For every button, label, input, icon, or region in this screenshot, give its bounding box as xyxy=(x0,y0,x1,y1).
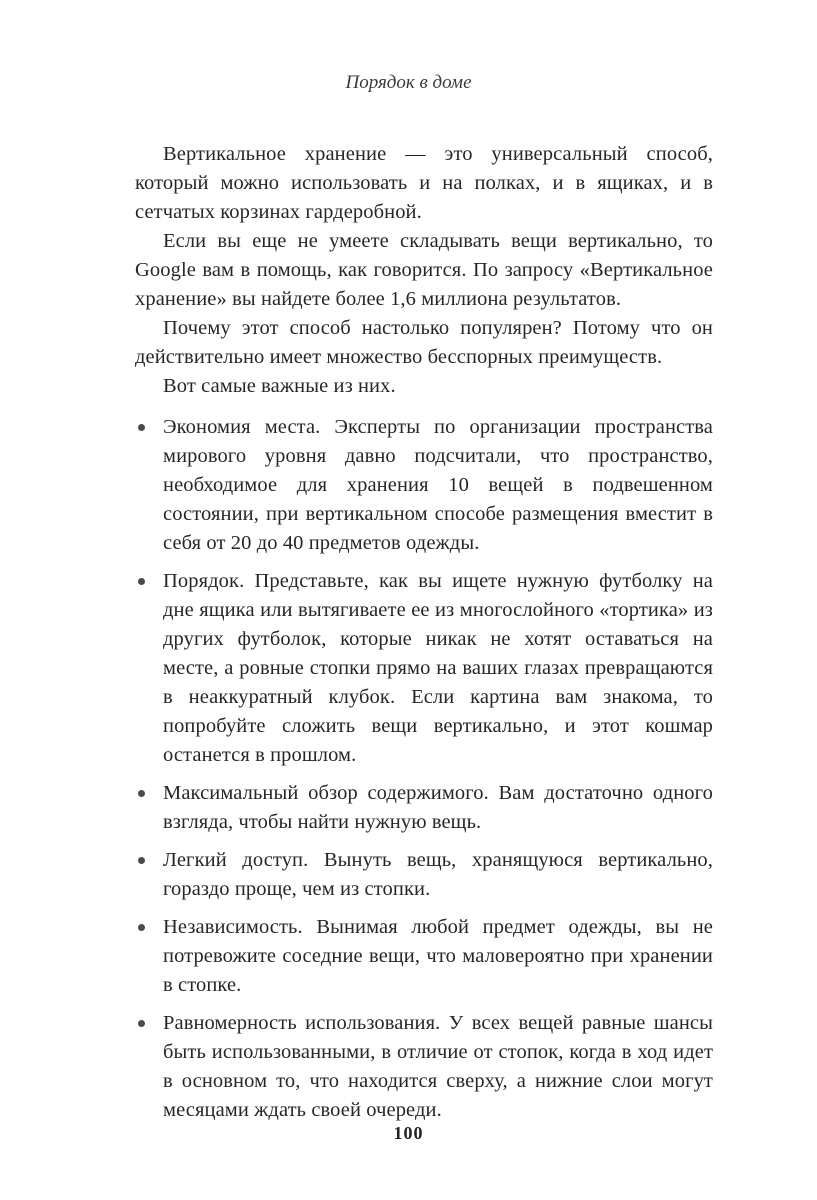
list-item xyxy=(135,413,713,558)
bullet-icon xyxy=(138,790,145,797)
paragraph: Если вы еще не умеете складывать вещи вертикально, то Google вам в помощь, как говорится. По запросу «Вертикальное хранение» вы найдете более 1,6 миллиона результатов. xyxy=(135,230,713,310)
running-head: Порядок в доме xyxy=(345,72,472,93)
list-item-text: Порядок. Представьте, как вы ищете нужную футболку на дне ящика или вытягиваете ее из многослойного «тортика» из других футболок, которые никак не хотят оставаться на месте, а ровные стопки прямо на ваших глазах превращаются в неаккуратный клубок. Если картина вам знакома, то попробуйте сложить вещи вертикально, и этот кошмар останется в прошлом. xyxy=(163,570,713,766)
list-item-text: Равномерность использования. У всех вещей равные шансы быть использованными, в отличие от стопок, когда в ход идет в основном то, что находится сверху, а нижние слои могут месяцами ждать своей очереди. xyxy=(163,1012,713,1121)
list-item xyxy=(135,779,713,837)
list-item-text: Максимальный обзор содержимого. Вам достаточно одного взгляда, чтобы найти нужную вещь. xyxy=(163,782,713,833)
bullet-icon xyxy=(138,1020,145,1027)
bullet-icon xyxy=(138,857,145,864)
list-item xyxy=(135,1009,713,1125)
list-item xyxy=(135,846,713,904)
paragraph: Вот самые важные из них. xyxy=(163,375,396,397)
list-item-text: Легкий доступ. Вынуть вещь, хранящуюся вертикально, гораздо проще, чем из стопки. xyxy=(163,849,713,900)
page-number: 100 xyxy=(393,1123,424,1143)
page-body xyxy=(135,140,713,1125)
advantages-list xyxy=(135,413,713,1125)
bullet-icon xyxy=(138,924,145,931)
list-item xyxy=(135,913,713,1000)
list-item-text: Экономия места. Эксперты по организации пространства мирового уровня давно подсчитали, что пространство, необходимое для хранения 10 вещей в подвешенном состоянии, при вертикальном способе размещения вместит в себя от 20 до 40 предметов одежды. xyxy=(163,416,713,554)
bullet-icon xyxy=(138,424,145,431)
list-item-text: Независимость. Вынимая любой предмет одежды, вы не потревожите соседние вещи, что маловероятно при хранении в стопке. xyxy=(163,916,713,996)
bullet-icon xyxy=(138,578,145,585)
paragraph: Вертикальное хранение — это универсальный способ, который можно использовать и на полках, и в ящиках, и в сетчатых корзинах гардеробной. xyxy=(135,143,713,223)
paragraph: Почему этот способ настолько популярен? Потому что он действительно имеет множество бесспорных преимуществ. xyxy=(135,317,713,368)
list-item xyxy=(135,567,713,770)
